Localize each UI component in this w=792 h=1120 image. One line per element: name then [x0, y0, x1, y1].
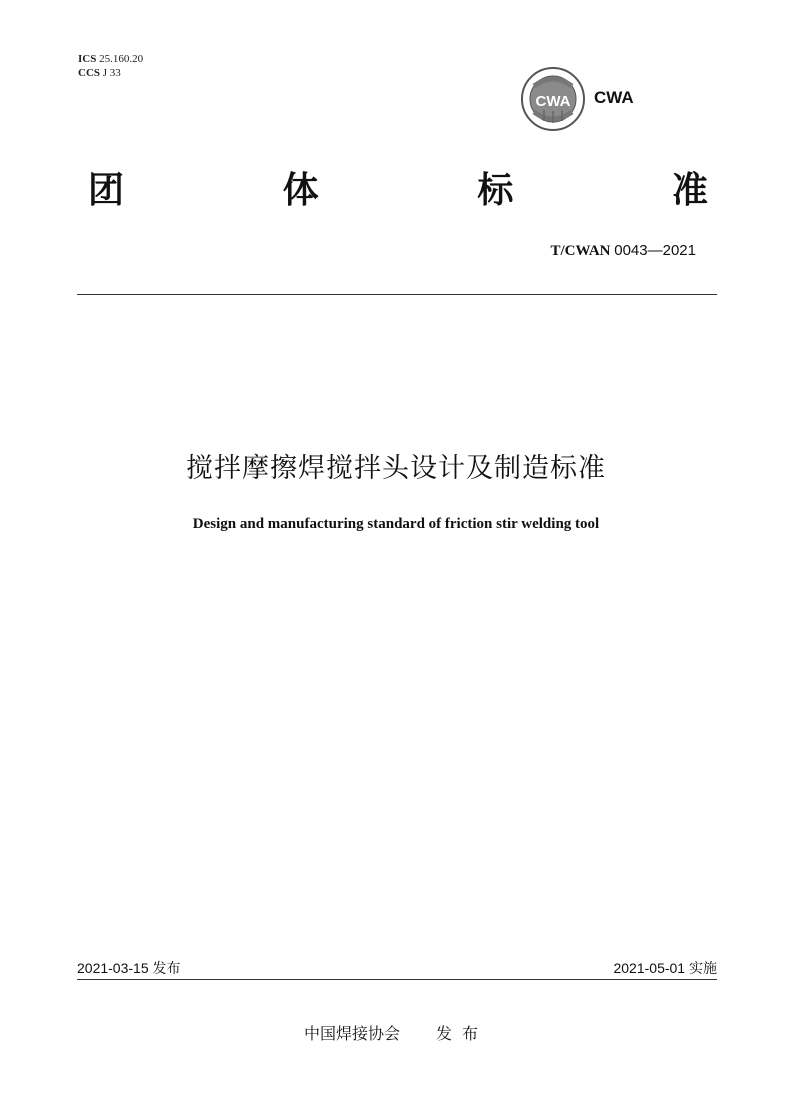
- seal-letters: CWA: [535, 93, 571, 110]
- standard-number-prefix: T/CWAN: [550, 243, 611, 259]
- publisher-name: 中国焊接协会: [303, 1024, 400, 1043]
- standard-number-suffix: 0043—2021: [614, 242, 696, 259]
- document-type-heading: [88, 162, 708, 213]
- ics-label: ICS: [78, 53, 97, 65]
- implementation-date: 2021-05-01 实施: [613, 960, 717, 976]
- title-english: Design and manufacturing standard of friction stir welding tool: [192, 516, 600, 532]
- ccs-label: CCS: [78, 67, 101, 79]
- ics-value: 25.160.20: [99, 53, 144, 65]
- issue-date: 2021-03-15 发布: [77, 960, 181, 976]
- ccs-code: [78, 66, 143, 80]
- logo-text: CWA: [594, 88, 634, 107]
- doc-type-char: 体: [282, 170, 319, 211]
- ics-code: [78, 52, 143, 66]
- classification-codes: [78, 52, 143, 80]
- ccs-value: J 33: [102, 67, 121, 79]
- doc-type-char: 团: [88, 170, 125, 211]
- bottom-divider: [77, 979, 717, 980]
- title-chinese: 搅拌摩擦焊搅拌头设计及制造标准: [186, 453, 606, 484]
- top-divider: [77, 294, 717, 295]
- standard-number: [550, 242, 696, 260]
- publisher-line: [0, 1021, 792, 1044]
- doc-type-char: 标: [477, 170, 514, 211]
- cwa-seal-icon: [520, 66, 586, 132]
- publisher-action: 发布: [436, 1024, 489, 1043]
- doc-type-char: 准: [671, 170, 708, 211]
